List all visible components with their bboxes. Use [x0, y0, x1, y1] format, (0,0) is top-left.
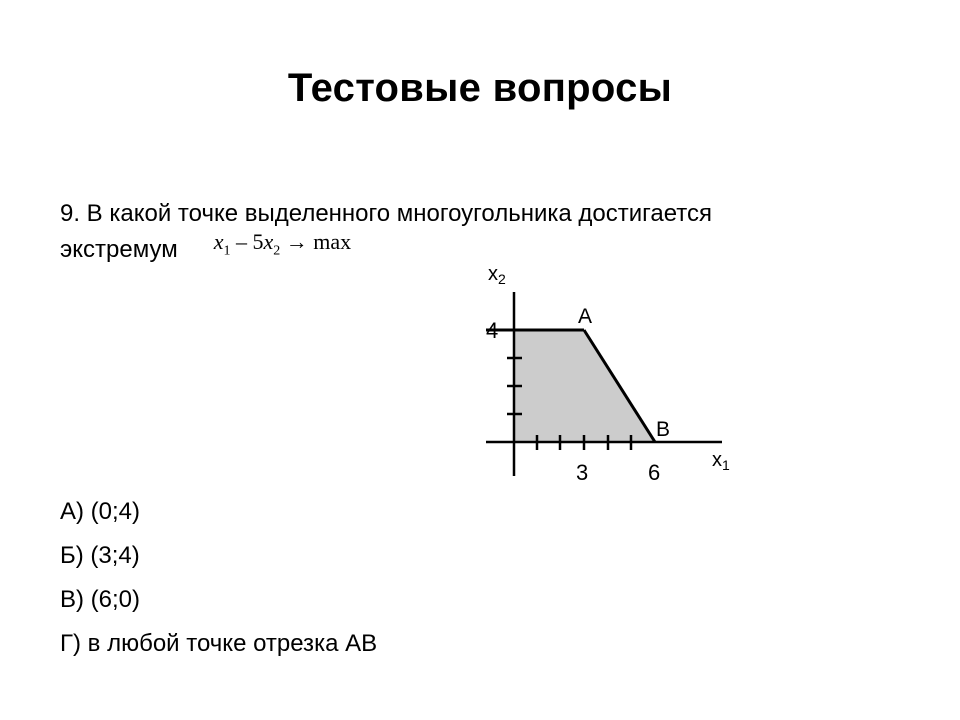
x-tick-label-6: 6	[648, 460, 661, 485]
answer-options	[60, 494, 377, 670]
answer-option-a[interactable]: А) (0;4)	[60, 498, 141, 525]
formula-arrow-max: → max	[285, 229, 352, 254]
point-b-label: B	[656, 418, 671, 441]
y-axis-label: $x_2$	[488, 263, 506, 287]
question-word-extremum: экстремум	[60, 236, 178, 263]
formula-var-1: x	[213, 229, 224, 254]
formula-sub-2: 2	[273, 243, 281, 259]
answer-option-v[interactable]: В) (6;0)	[60, 586, 141, 613]
x-axis-label: $x_1$	[712, 449, 730, 473]
answer-option-g[interactable]: Г) в любой точке отрезка AB	[60, 630, 378, 657]
formula-minus: – 5	[235, 229, 264, 254]
point-a-label: A	[578, 305, 593, 328]
question-line-1: 9. В какой точке выделенного многоугольника достигается	[60, 200, 713, 227]
answer-option-b[interactable]: Б) (3;4)	[60, 542, 140, 569]
feasible-region-graph	[470, 250, 750, 490]
x-tick-label-3: 3	[576, 460, 589, 485]
formula-var-2: x	[263, 229, 274, 254]
objective-formula	[213, 229, 352, 259]
feasible-region	[514, 330, 655, 442]
formula-sub-1: 1	[223, 243, 231, 259]
y-tick-label-4: 4	[486, 318, 499, 343]
slide-title: Тестовые вопросы	[287, 66, 673, 110]
